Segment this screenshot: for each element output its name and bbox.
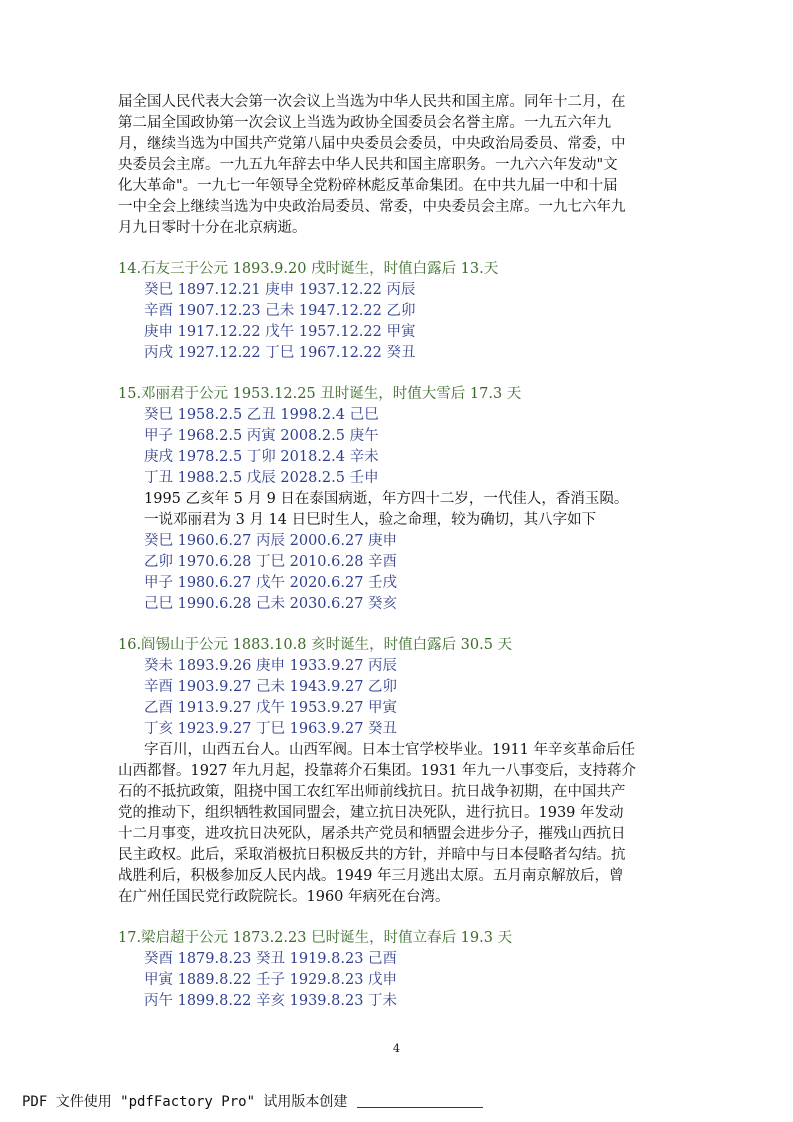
dayun-line: 己巳 1990.6.28 己未 2030.6.27 癸亥 [144,596,398,612]
paragraph-line: 一中全会上继续当选为中央政治局委员、常委，中央委员会主席。一九七六年九 [118,199,626,215]
bio-line: 在广州任国民党行政院院长。1960 年病死在台湾。 [118,889,450,905]
pdf-footer [22,1091,483,1111]
dayun-line: 丁亥 1923.9.27 丁巳 1963.9.27 癸丑 [144,721,398,737]
note-line: 1995 乙亥年 5 月 9 日在泰国病逝，年方四十二岁，一代佳人，香消玉陨。 [144,491,629,507]
spacer [118,615,678,635]
bio-line: 十二月事变，进攻抗日决死队，屠杀共产党员和牺盟会进步分子，摧残山西抗日 [118,826,626,842]
spacer [118,364,678,384]
bio-line: 字百川，山西五台人。山西军阀。日本士官学校毕业。1911 年辛亥革命后任 [144,742,636,758]
dayun-line: 辛酉 1907.12.23 己未 1947.12.22 乙卯 [144,303,416,319]
entry-15 [118,384,678,615]
page-number: 4 [393,1042,400,1055]
dayun-line: 丁丑 1988.2.5 戊辰 2028.2.5 壬申 [144,470,379,486]
dayun-line: 丙午 1899.8.22 辛亥 1939.8.23 丁未 [144,993,398,1009]
dayun-line: 甲子 1968.2.5 丙寅 2008.2.5 庚午 [144,428,379,444]
bio-line: 石的不抵抗政策，阻挠中国工农红军出师前线抗日。抗日战争初期，在中国共产 [118,784,626,800]
footer-text: PDF 文件使用 "pdfFactory Pro" 试用版本创建 [22,1094,348,1110]
dayun-line: 丙戌 1927.12.22 丁巳 1967.12.22 癸丑 [144,345,416,361]
dayun-line: 辛酉 1903.9.27 己未 1943.9.27 乙卯 [144,679,398,695]
note-line: 一说邓丽君为 3 月 14 日巳时生人，验之命理，较为确切，其八字如下 [144,512,597,528]
dayun-line: 癸巳 1960.6.27 丙辰 2000.6.27 庚申 [144,533,398,549]
dayun-line: 甲寅 1889.8.22 壬子 1929.8.23 戊申 [144,972,398,988]
dayun-line: 庚申 1917.12.22 戊午 1957.12.22 甲寅 [144,324,416,340]
paragraph-line: 化大革命"。一九七一年领导全党粉碎林彪反革命集团。在中共九届一中和十届 [118,178,618,194]
spacer [118,908,678,928]
entry-14 [118,259,678,364]
dayun-line: 癸酉 1879.8.23 癸丑 1919.8.23 己酉 [144,951,398,967]
bio-line: 民主政权。此后，采取消极抗日积极反共的方针，并暗中与日本侵略者勾结。抗 [118,847,626,863]
footer-link[interactable] [357,1093,483,1108]
dayun-line: 庚戌 1978.2.5 丁卯 2018.2.4 辛未 [144,449,379,465]
dayun-line: 乙卯 1970.6.28 丁巳 2010.6.28 辛酉 [144,554,398,570]
paragraph-line: 届全国人民代表大会第一次会议上当选为中华人民共和国主席。同年十二月，在 [118,94,626,110]
dayun-line: 癸巳 1958.2.5 乙丑 1998.2.4 己巳 [144,407,379,423]
spacer [118,239,678,259]
entry-heading: 15.邓丽君于公元 1953.12.25 丑时诞生，时值大雪后 17.3 天 [118,386,522,402]
document-body [118,92,678,1012]
paragraph-line: 月九日零时十分在北京病逝。 [118,220,307,236]
entry-heading: 16.阎锡山于公元 1883.10.8 亥时诞生，时值白露后 30.5 天 [118,637,513,653]
dayun-line: 乙酉 1913.9.27 戊午 1953.9.27 甲寅 [144,700,398,716]
dayun-line: 癸巳 1897.12.21 庚申 1937.12.22 丙辰 [144,282,416,298]
entry-heading: 17.梁启超于公元 1873.2.23 巳时诞生，时值立春后 19.3 天 [118,930,513,946]
paragraph-line: 第二届全国政协第一次会议上当选为政协全国委员会名誉主席。一九五六年九 [118,115,611,131]
paragraph-line: 央委员会主席。一九五九年辞去中华人民共和国主席职务。一九六六年发动"文 [118,157,618,173]
entry-17 [118,928,678,1012]
bio-line: 山西都督。1927 年九月起，投靠蒋介石集团。1931 年九一八事变后，支持蒋介 [118,763,637,779]
bio-line: 党的推动下，组织牺牲救国同盟会，建立抗日决死队，进行抗日。1939 年发动 [118,805,624,821]
intro-paragraph [118,92,678,239]
dayun-line: 癸未 1893.9.26 庚申 1933.9.27 丙辰 [144,658,398,674]
entry-16 [118,635,678,908]
bio-line: 战胜利后，积极参加反人民内战。1949 年三月逃出太原。五月南京解放后，曾 [118,868,624,884]
paragraph-line: 月，继续当选为中国共产党第八届中央委员会委员，中央政治局委员、常委，中 [118,136,626,152]
dayun-line: 甲子 1980.6.27 戊午 2020.6.27 壬戌 [144,575,398,591]
entry-heading: 14.石友三于公元 1893.9.20 戌时诞生，时值白露后 13.天 [118,261,499,277]
